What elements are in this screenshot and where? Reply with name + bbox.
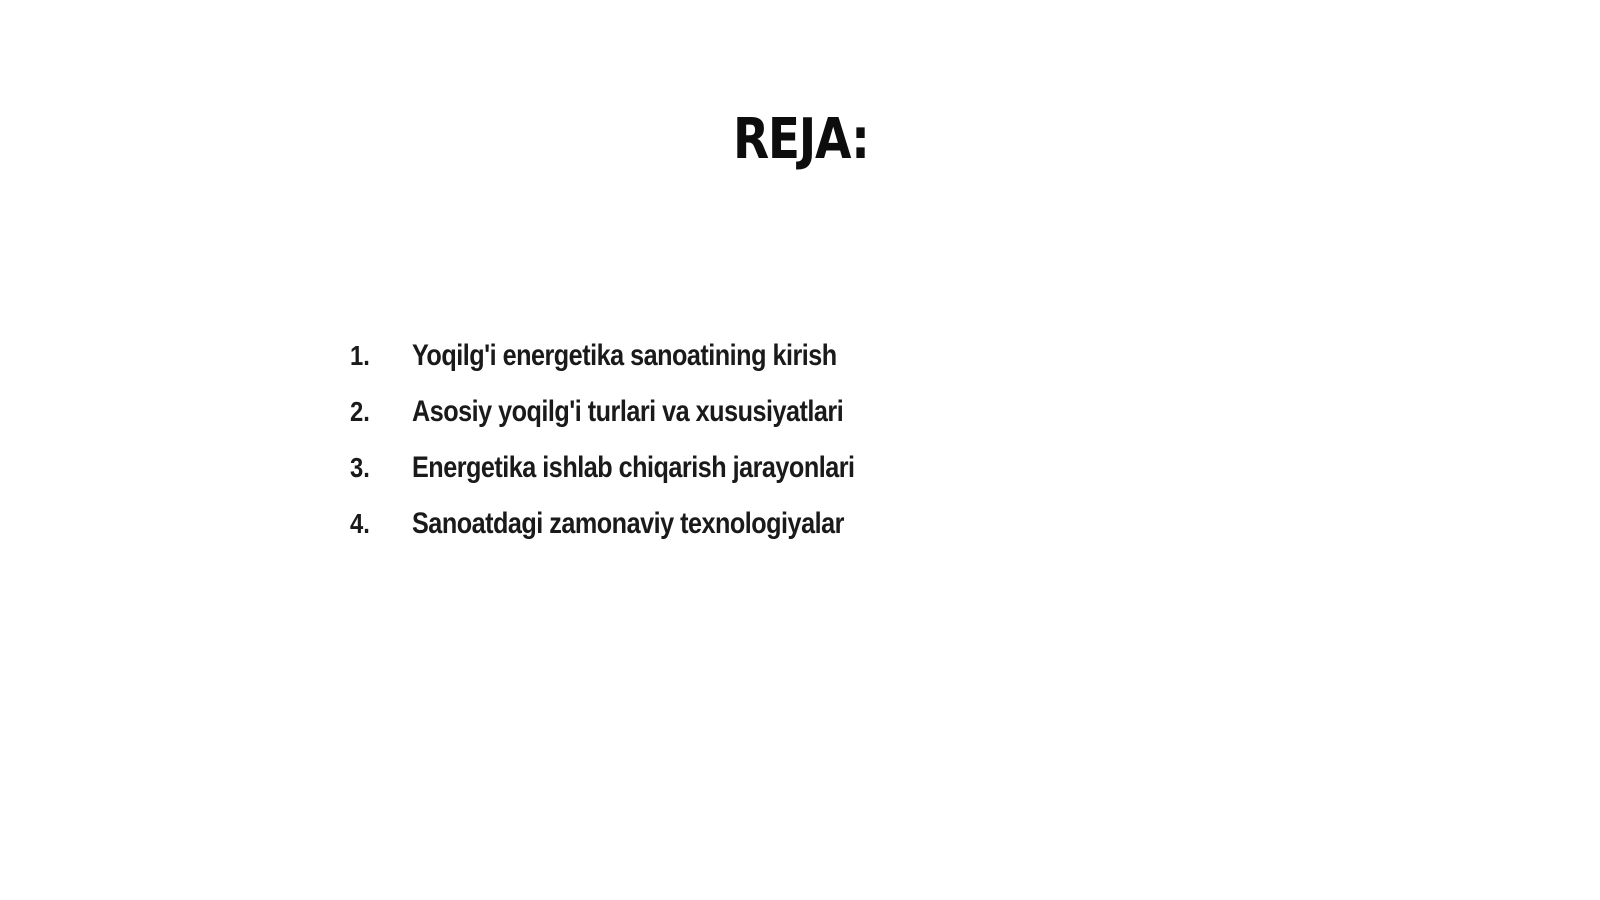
plan-list (350, 328, 939, 552)
slide-title: REJA: (732, 107, 869, 172)
list-item-text: Asosiy yoqilg'i turlari va xususiyatlari (412, 395, 844, 428)
list-item-number: 4. (350, 508, 370, 539)
list-item (350, 328, 939, 384)
list-item-number: 2. (350, 396, 370, 427)
list-item-number: 1. (350, 340, 370, 371)
list-item-text: Sanoatdagi zamonaviy texnologiyalar (412, 507, 844, 540)
list-item-text: Yoqilg'i energetika sanoatining kirish (412, 339, 837, 372)
list-item-text: Energetika ishlab chiqarish jarayonlari (412, 451, 855, 484)
list-item (350, 384, 939, 440)
list-item (350, 496, 939, 552)
list-item-number: 3. (350, 452, 370, 483)
list-item (350, 440, 939, 496)
